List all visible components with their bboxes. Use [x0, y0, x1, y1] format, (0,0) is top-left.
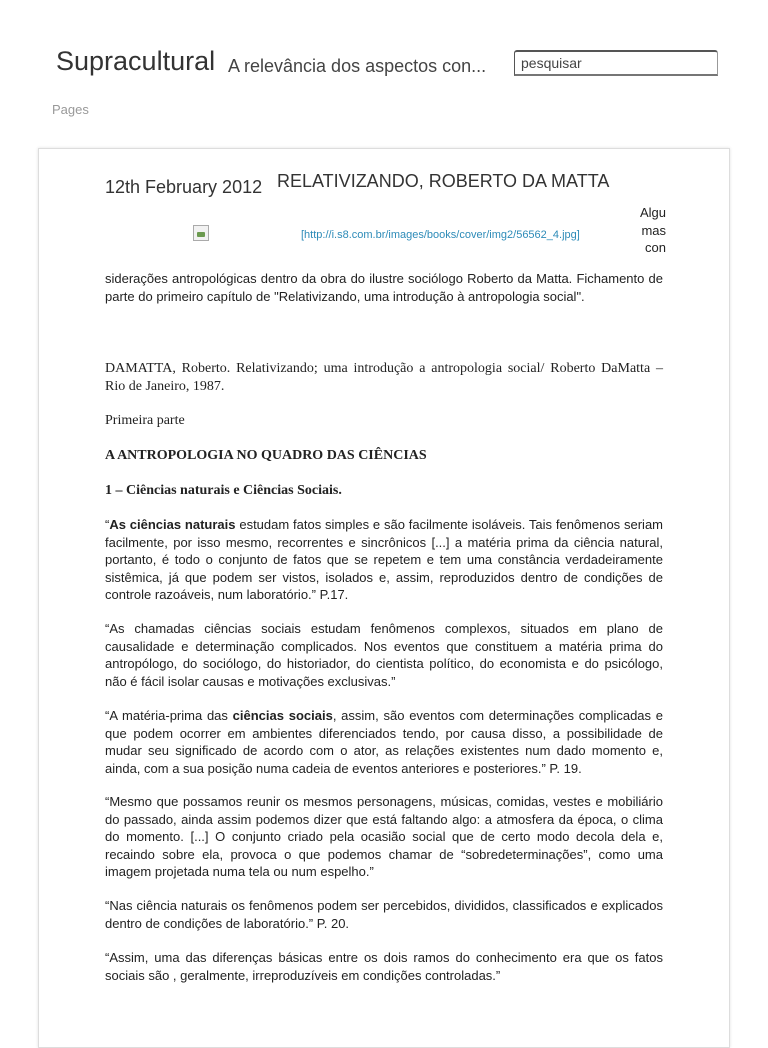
paragraph-2: “As chamadas ciências sociais estudam fenômenos complexos, situados em plano de causalidade e determinação complicados. Nos eventos que constituem a matéria prima do antropólogo, do sociólogo, do historiador, do cientista político, do economista e do psicólogo, não é fácil isolar causas e motivações exclusivas.”	[105, 621, 663, 689]
paragraph-6: “Assim, uma das diferenças básicas entre os dois ramos do conhecimento era que os fatos sociais são , geralmente, irreproduzíveis em condições controladas.”	[105, 950, 663, 983]
post-intro: siderações antropológicas dentro da obra do ilustre sociólogo Roberto da Matta. Fichamento de parte do primeiro capítulo de "Relativizando, uma introdução à antropologia social".	[105, 271, 663, 304]
paragraph-5: “Nas ciência naturais os fenômenos podem ser percebidos, divididos, classificados e explicados dentro de condições de laboratório.” P. 20.	[105, 898, 663, 931]
broken-image-icon[interactable]	[193, 225, 209, 241]
search-input[interactable]	[514, 50, 718, 76]
paragraph-3-bold: ciências sociais	[232, 708, 333, 723]
bibliographic-reference: DAMATTA, Roberto. Relativizando; uma introdução a antropologia social/ Roberto DaMatta – Rio de Janeiro, 1987.	[105, 361, 663, 394]
pages-menu-link[interactable]: Pages	[52, 102, 89, 117]
paragraph-1	[105, 516, 663, 604]
paragraph-3	[105, 707, 663, 777]
paragraph-4: “Mesmo que possamos reunir os mesmos personagens, músicas, comidas, vestes e mobiliário do passado, ainda assim podemos dizer que está faltando algo: a atmosfera da época, o clima do momento. [...] O conjunto criado pela ocasião social que de certo modo decola dela e, recaindo sobre ela, provoca o que podemos chamar de “sobredeterminações”, como uma imagem projetada numa tela ou num espelho.”	[105, 794, 663, 879]
blog-title-link[interactable]: Supracultural	[56, 46, 216, 76]
paragraph-3-rest: , assim, são eventos com determinações complicadas e que podem ocorrer em ambientes diferenciados tendo, por causa disso, a possibilidade de mudar seu significado de acordo com o ator, as relações existentes num dado momento e, ainda, com a sua posição numa cadeia de eventos anteriores e posteriores.” P. 19.	[105, 708, 664, 776]
blog-description: A relevância dos aspectos con...	[228, 56, 487, 76]
paragraph-1-bold: As ciências naturais	[109, 517, 236, 532]
wrapped-text-fragment: Algumascon	[639, 205, 666, 255]
paragraph-1-open: “	[105, 517, 110, 532]
post-title[interactable]: RELATIVIZANDO, ROBERTO DA MATTA	[277, 171, 610, 191]
image-url-link[interactable]: [http://i.s8.com.br/images/books/cover/img2/56562_4.jpg]	[301, 229, 580, 241]
post-date: 12th February 2012	[105, 177, 263, 197]
section-heading: A ANTROPOLOGIA NO QUADRO DAS CIÊNCIAS	[105, 448, 427, 463]
paragraph-3-open: “A matéria-prima das	[105, 708, 233, 723]
subheading: 1 – Ciências naturais e Ciências Sociais.	[105, 483, 342, 498]
post-card	[38, 148, 730, 1048]
blog-header	[0, 0, 768, 140]
part-label: Primeira parte	[105, 413, 185, 428]
paragraph-1-rest: estudam fatos simples e são facilmente isoláveis. Tais fenômenos seriam facilmente, por isso mesmo, recorrentes e sincrônicos [...] a matéria prima da ciência natural, portanto, é todo o conjunto de fatos que se repetem e tem uma constância verdadeiramente sistêmica, já que podem ser vistos, isolados e, assim, reproduzidos dentro de condições de controle razoáveis, num laboratório.” P.17.	[105, 517, 664, 602]
